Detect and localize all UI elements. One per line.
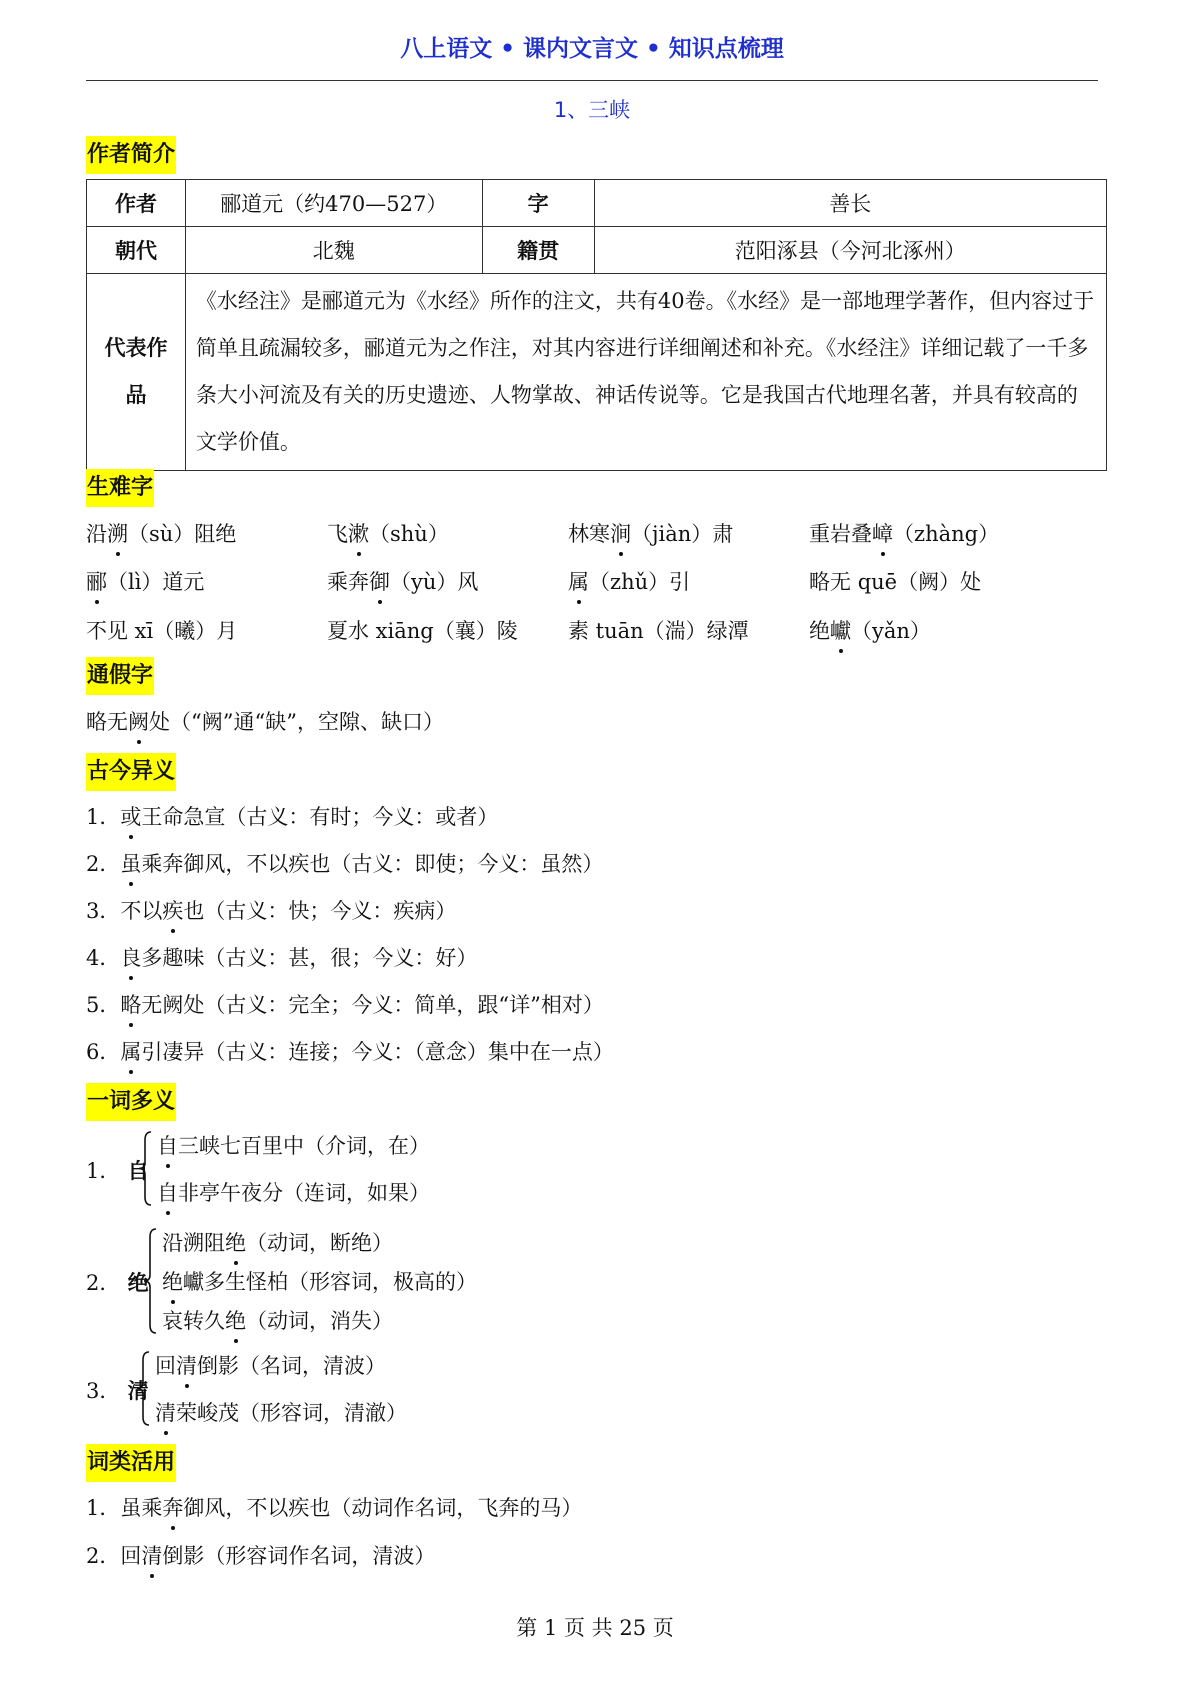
emphasis-char: 御: [369, 566, 390, 596]
text-span: 乘奔御风，不以疾也（古义：即使；今义：虽然）: [141, 852, 604, 876]
header-divider: [86, 80, 1098, 81]
text-span: （yù）风: [390, 570, 479, 594]
emphasis-char: 阙: [128, 706, 149, 736]
item-number: 6．: [86, 1040, 121, 1064]
text-span: 荣峻茂（形容词，清澈）: [176, 1401, 407, 1425]
item-number: 1．: [86, 1496, 121, 1520]
text-span: 回: [155, 1354, 176, 1378]
item-number: 5．: [86, 993, 121, 1017]
gujin-item: [86, 989, 604, 1019]
text-span: （动词，消失）: [246, 1309, 393, 1333]
jiguan-label: 籍贯: [482, 227, 594, 274]
text-span: 夏水 xiāng（襄）陵: [327, 619, 518, 643]
text-span: 倒影（名词，清波）: [197, 1354, 386, 1378]
text-span: 素 tuān（湍）绿潭: [568, 619, 749, 643]
text-span: 多趣味（古义：甚，很；今义：好）: [141, 946, 478, 970]
item-number: 3．: [86, 899, 121, 923]
emphasis-char: 疾: [162, 895, 183, 925]
item-number: 1．: [86, 1158, 121, 1183]
emphasis-char: 虽: [120, 848, 141, 878]
item-number: 4．: [86, 946, 121, 970]
text-span: 略无: [809, 570, 858, 594]
difficult-char-item: [568, 518, 733, 548]
text-span: （sù）阻绝: [128, 522, 237, 546]
gujin-item: [86, 1036, 614, 1066]
section-tongjia: 通假字: [86, 657, 154, 695]
emphasis-char: 属: [568, 566, 589, 596]
difficult-char-item: [809, 615, 931, 645]
difficult-char-item: [809, 566, 981, 596]
text-span: 处（“阙”通“缺”，空隙、缺口）: [149, 710, 444, 734]
yiduoyi-item: [162, 1305, 393, 1335]
emphasis-char: 清: [141, 1540, 162, 1570]
gujin-item: [86, 801, 498, 831]
difficult-char-item: [86, 518, 236, 548]
text-span: 引凄异（古义：连接；今义：（意念）集中在一点）: [141, 1040, 614, 1064]
table-row: [87, 227, 1107, 274]
section-author-intro: 作者简介: [86, 136, 176, 174]
difficult-char-item: [809, 518, 999, 548]
item-number: 1．: [86, 805, 121, 829]
emphasis-char: 涧: [610, 518, 631, 548]
emphasis-char: 略: [120, 989, 141, 1019]
text-span: 回: [120, 1544, 142, 1568]
yiduoyi-item: [155, 1397, 407, 1427]
yiduoyi-label: [86, 1267, 149, 1297]
text-span: 略无: [86, 710, 128, 734]
section-cilei: 词类活用: [86, 1444, 176, 1482]
text-span: 无阙处（古义：完全；今义：简单，跟“详”相对）: [141, 993, 604, 1017]
text-span: 不以: [120, 899, 163, 923]
text-span: 非亭午夜分（连词，如果）: [178, 1181, 430, 1205]
text-span: 沿溯阻: [162, 1231, 225, 1255]
emphasis-char: 自: [157, 1177, 178, 1207]
text-span: 三峡七百里中（介词，在）: [178, 1134, 430, 1158]
works-text: 《水经注》是郦道元为《水经》所作的注文，共有40卷。《水经》是一部地理学著作，但内容过于简单且疏漏较多，郦道元为之作注，对其内容进行详细阐述和补充。《水经注》详细记载了一千多条大小河流及有关的历史遗迹、人物掌故、神话传说等。它是我国古代地理名著，并具有较高的文学价值。: [185, 274, 1106, 471]
text-span: （lì）道元: [107, 570, 205, 594]
table-row: [87, 180, 1107, 227]
emphasis-char: 绝: [225, 1305, 246, 1335]
text-span: 重岩叠: [809, 522, 872, 546]
author-value: 郦道元（约470—527）: [185, 180, 482, 227]
zi-value: 善长: [594, 180, 1106, 227]
emphasis-char: 巘: [830, 615, 851, 645]
item-number: 2．: [86, 1271, 121, 1295]
emphasis-char: 自: [157, 1130, 178, 1160]
cilei-item: [86, 1492, 582, 1522]
difficult-char-item: [86, 615, 237, 645]
text-span: 也（古义：快；今义：疾病）: [183, 899, 457, 923]
gujin-item: [86, 848, 603, 878]
text-span: 虽乘: [120, 1496, 163, 1520]
difficult-char-item: [568, 566, 690, 596]
gujin-item: [86, 942, 477, 972]
emphasis-char: 漱: [348, 518, 369, 548]
author-label: 作者: [87, 180, 186, 227]
yiduoyi-word: 自: [120, 1158, 149, 1183]
text-span: 飞: [327, 522, 348, 546]
text-span: 绝: [809, 619, 830, 643]
text-span: （zhǔ）引: [589, 570, 691, 594]
text-span: （yǎn）: [851, 619, 931, 643]
text-span: 沿: [86, 522, 107, 546]
difficult-char-item: [568, 615, 749, 645]
text-span: 倒影（形容词作名词，清波）: [162, 1544, 436, 1568]
section-difficult-chars: 生难字: [86, 469, 154, 507]
tongjia-item: [86, 706, 444, 736]
difficult-char-item: [86, 566, 204, 596]
dynasty-label: 朝代: [87, 227, 186, 274]
yiduoyi-word: 绝: [120, 1271, 149, 1295]
text-span: 林寒: [568, 522, 610, 546]
difficult-char-item: [327, 518, 449, 548]
yiduoyi-item: [157, 1177, 430, 1207]
text-span: （jiàn）肃: [631, 522, 734, 546]
emphasis-char: 清: [155, 1397, 176, 1427]
author-table: [86, 179, 1107, 471]
item-number: 2．: [86, 852, 121, 876]
text-span: 不见 xī（曦）月: [86, 619, 238, 643]
works-label: 代表作品: [87, 274, 186, 471]
cilei-item: [86, 1540, 435, 1570]
brace-icon: [137, 1352, 153, 1425]
emphasis-char: 溯: [107, 518, 128, 548]
difficult-char-item: [327, 566, 478, 596]
emphasis-char: 奔: [162, 1492, 183, 1522]
text-span: 御风，不以疾也（动词作名词，飞奔的马）: [183, 1496, 583, 1520]
jiguan-value: 范阳涿县（今河北涿州）: [594, 227, 1106, 274]
yiduoyi-word: 清: [120, 1378, 149, 1403]
table-row: [87, 274, 1107, 471]
dynasty-value: 北魏: [185, 227, 482, 274]
yiduoyi-item: [157, 1130, 430, 1160]
emphasis-char: 或: [120, 801, 141, 831]
emphasis-char: 属: [120, 1036, 141, 1066]
item-number: 2．: [86, 1544, 121, 1568]
text-span: 巘多生怪柏（形容词，极高的）: [183, 1270, 477, 1294]
emphasis-char: 郦: [86, 566, 107, 596]
text-span: quē（阙）处: [857, 570, 982, 594]
lesson-title: 1、三峡: [553, 98, 631, 122]
emphasis-char: 清: [176, 1350, 197, 1380]
difficult-char-item: [327, 615, 518, 645]
text-span: （动词，断绝）: [246, 1231, 393, 1255]
yiduoyi-item: [162, 1227, 393, 1257]
brace-icon: [139, 1132, 155, 1205]
yiduoyi-item: [162, 1266, 477, 1296]
brace-icon: [144, 1229, 160, 1333]
emphasis-char: 嶂: [872, 518, 893, 548]
section-gujin: 古今异义: [86, 753, 176, 791]
text-span: 王命急宣（古义：有时；今义：或者）: [141, 805, 499, 829]
page-footer: 第 1 页 共 25 页: [516, 1616, 674, 1640]
document-header: 八上语文 • 课内文言文 • 知识点梳理: [400, 36, 784, 62]
section-yiduoyi: 一词多义: [86, 1083, 176, 1121]
emphasis-char: 绝: [162, 1266, 183, 1296]
text-span: （zhàng）: [893, 522, 1000, 546]
item-number: 3．: [86, 1378, 121, 1403]
emphasis-char: 绝: [225, 1227, 246, 1257]
gujin-item: [86, 895, 456, 925]
emphasis-char: 良: [120, 942, 141, 972]
zi-label: 字: [482, 180, 594, 227]
text-span: 哀转久: [162, 1309, 225, 1333]
text-span: 乘奔: [327, 570, 369, 594]
text-span: （shù）: [369, 522, 449, 546]
yiduoyi-item: [155, 1350, 386, 1380]
